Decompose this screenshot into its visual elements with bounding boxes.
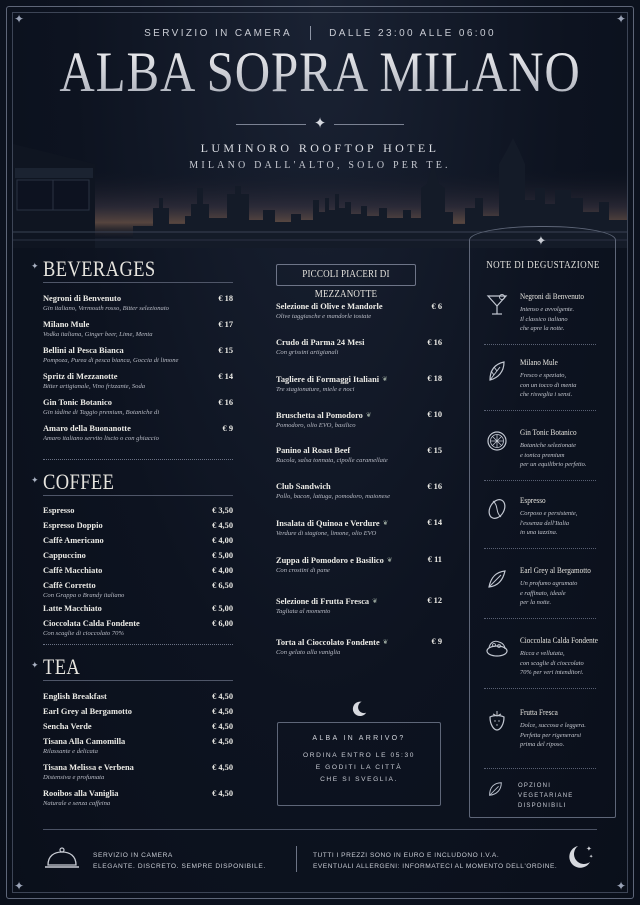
divider bbox=[484, 688, 596, 689]
item-price: € 6,00 bbox=[212, 619, 233, 628]
item-name-text: Crudo di Parma 24 Mesi bbox=[276, 338, 365, 347]
room-service-label: SERVIZIO IN CAMERA bbox=[144, 27, 293, 39]
vegetarian-leaf-icon: ❦ bbox=[386, 556, 393, 564]
item-price: € 16 bbox=[427, 338, 442, 347]
item-price: € 3,50 bbox=[212, 506, 233, 515]
item-description: Olive taggiasche e mandorle tostate bbox=[276, 313, 372, 320]
item-name bbox=[276, 446, 442, 456]
divider bbox=[484, 548, 596, 549]
divider bbox=[43, 282, 233, 283]
mint-leaf-icon bbox=[484, 358, 510, 384]
item-name bbox=[43, 581, 233, 591]
menu-item bbox=[276, 446, 442, 465]
item-name-text: Sencha Verde bbox=[43, 722, 92, 731]
menu-item bbox=[43, 692, 233, 702]
divider bbox=[484, 480, 596, 481]
star-ornament-icon: ✦ bbox=[31, 476, 39, 486]
strawberry-icon bbox=[484, 708, 510, 734]
item-description: Con gelato alla vaniglia bbox=[276, 649, 341, 656]
item-name-text: English Breakfast bbox=[43, 692, 107, 701]
citrus-slice-icon bbox=[484, 428, 510, 454]
moon-and-stars-icon bbox=[562, 842, 594, 872]
vegetarian-label: OPZIONI VEGETARIANE DISPONIBILI bbox=[518, 783, 574, 809]
menu-item bbox=[43, 372, 233, 391]
item-description: Rilassante e delicata bbox=[43, 748, 98, 755]
item-name bbox=[276, 518, 442, 529]
item-name-text: Milano Mule bbox=[43, 320, 90, 329]
item-price: € 15 bbox=[427, 446, 442, 455]
menu-item bbox=[43, 707, 233, 717]
early-order-box bbox=[277, 722, 441, 806]
item-name bbox=[276, 374, 442, 385]
item-price: € 16 bbox=[218, 398, 233, 407]
note-description: Botaniche selezionate e tonica premium per un equilibrio perfetto. bbox=[520, 442, 587, 468]
item-price: € 5,00 bbox=[212, 551, 233, 560]
item-name-text: Bruschetta al Pomodoro bbox=[276, 411, 363, 420]
divider bbox=[310, 26, 311, 40]
star-ornament-icon: ✦ bbox=[31, 262, 39, 272]
item-price: € 4,50 bbox=[212, 692, 233, 701]
item-name bbox=[43, 320, 233, 330]
note-description: Dolce, succosa e leggera. Perfetta per rigenerarsi prima del riposo. bbox=[520, 722, 586, 748]
item-description: Con crostini di pane bbox=[276, 567, 330, 574]
menu-item bbox=[43, 294, 233, 313]
coffee-heading: COFFEE bbox=[43, 469, 115, 494]
footer-service-title: SERVIZIO IN CAMERA bbox=[93, 852, 173, 859]
item-name bbox=[43, 294, 233, 304]
note-title: Cioccolata Calda Fondente bbox=[520, 636, 598, 645]
note-description: Fresco e speziato, con un tocco di menta che risveglia i sensi. bbox=[520, 372, 577, 398]
hours-label: DALLE 23:00 ALLE 06:00 bbox=[329, 27, 496, 39]
menu-item bbox=[43, 604, 233, 614]
menu-item bbox=[43, 763, 233, 782]
menu-item bbox=[43, 346, 233, 365]
note-title: Earl Grey al Bergamotto bbox=[520, 566, 591, 575]
arrival-text bbox=[278, 750, 440, 786]
item-price: € 4,00 bbox=[212, 536, 233, 545]
arrival-heading: ALBA IN ARRIVO? bbox=[312, 735, 406, 742]
note-title: Espresso bbox=[520, 496, 546, 505]
item-price: € 10 bbox=[427, 410, 442, 419]
item-name bbox=[276, 302, 442, 312]
menu-item bbox=[276, 374, 442, 394]
item-price: € 4,50 bbox=[212, 763, 233, 772]
item-name bbox=[43, 692, 233, 702]
item-description: Tre stagionature, miele e noci bbox=[276, 386, 355, 393]
note-title: Negroni di Benvenuto bbox=[520, 292, 584, 301]
item-description: Naturale e senza caffeina bbox=[43, 800, 111, 807]
vegetarian-leaf-icon: ❦ bbox=[382, 638, 389, 646]
item-name-text: Panino al Roast Beef bbox=[276, 446, 351, 455]
item-description: Distensiva e profumata bbox=[43, 774, 105, 781]
crescent-moon-icon bbox=[350, 700, 368, 718]
star-ornament-icon: ✦ bbox=[535, 233, 547, 248]
note-title: Milano Mule bbox=[520, 358, 558, 367]
item-name-text: Espresso Doppio bbox=[43, 521, 103, 530]
divider bbox=[43, 829, 597, 830]
item-description: Verdure di stagione, limone, olio EVO bbox=[276, 530, 377, 537]
item-price: € 9 bbox=[222, 424, 233, 433]
item-name-text: Cioccolata Calda Fondente bbox=[43, 619, 140, 628]
menu-item bbox=[43, 789, 233, 808]
corner-ornament-icon: ✦ bbox=[615, 879, 626, 893]
item-name bbox=[43, 722, 233, 732]
item-name bbox=[43, 536, 233, 546]
star-ornament-icon: ✦ bbox=[313, 116, 327, 132]
item-name bbox=[43, 424, 233, 434]
item-name-text: Insalata di Quinoa e Verdure bbox=[276, 519, 380, 528]
item-name-text: Club Sandwich bbox=[276, 482, 331, 491]
item-price: € 9 bbox=[431, 637, 442, 646]
item-name-text: Tisana Alla Camomilla bbox=[43, 737, 126, 746]
item-name-text: Amaro della Buonanotte bbox=[43, 424, 131, 433]
corner-ornament-icon: ✦ bbox=[14, 879, 25, 893]
item-price: € 4,50 bbox=[212, 722, 233, 731]
item-name bbox=[276, 637, 442, 648]
item-name bbox=[43, 789, 233, 799]
item-name bbox=[43, 398, 233, 408]
item-description: Vodka italiana, Ginger beer, Lime, Menta bbox=[43, 331, 153, 338]
item-description: Pompoza, Purea di pesca bianca, Goccia di limone bbox=[43, 357, 179, 364]
item-name bbox=[43, 707, 233, 717]
beverages-heading: BEVERAGES bbox=[43, 256, 156, 281]
item-name bbox=[43, 619, 233, 629]
item-name bbox=[276, 555, 442, 566]
menu-item bbox=[43, 536, 233, 546]
vegetarian-leaf-icon: ❦ bbox=[365, 411, 372, 419]
divider bbox=[43, 644, 233, 645]
item-price: € 4,00 bbox=[212, 566, 233, 575]
item-name bbox=[43, 372, 233, 382]
leaf-icon bbox=[486, 780, 504, 798]
menu-item bbox=[276, 482, 442, 501]
item-price: € 4,50 bbox=[212, 737, 233, 746]
item-name-text: Zuppa di Pomodoro e Basilico bbox=[276, 556, 384, 565]
note-description: Un profumo agrumato e raffinato, ideale per la notte. bbox=[520, 580, 578, 606]
arrival-line: ORDINA ENTRO LE 05:30 bbox=[302, 752, 416, 759]
divider bbox=[484, 410, 596, 411]
item-name-text: Caffè Americano bbox=[43, 536, 104, 545]
note-description: Ricca e vellutata, con scaglie di cioccolato 70% per veri intenditori. bbox=[520, 650, 584, 676]
item-price: € 18 bbox=[427, 374, 442, 383]
item-name bbox=[43, 551, 233, 561]
tasting-notes-heading: NOTE DI DEGUSTAZIONE bbox=[485, 260, 600, 271]
item-description: Rucola, salsa tonnata, cipolle caramellate bbox=[276, 457, 388, 464]
footer-info-text bbox=[313, 850, 557, 872]
item-price: € 11 bbox=[427, 555, 442, 564]
item-name bbox=[43, 521, 233, 531]
item-name-text: Gin Tonic Botanico bbox=[43, 398, 112, 407]
item-name bbox=[43, 566, 233, 576]
item-name bbox=[43, 604, 233, 614]
item-description: Con scaglie di cioccolato 70% bbox=[43, 630, 124, 637]
chocolate-icon bbox=[484, 636, 510, 662]
item-name bbox=[276, 338, 442, 348]
note-title: Frutta Fresca bbox=[520, 708, 558, 717]
coffee-bean-icon bbox=[484, 496, 510, 522]
menu-item bbox=[43, 722, 233, 732]
allergen-note: EVENTUALI ALLERGENI: INFORMATECI AL MOMENTO DELL'ORDINE. bbox=[313, 863, 558, 870]
item-name-text: Earl Grey al Bergamotto bbox=[43, 707, 132, 716]
menu-item bbox=[276, 518, 442, 538]
item-description: Con grissini artigianali bbox=[276, 349, 339, 356]
divider bbox=[484, 618, 596, 619]
divider bbox=[484, 344, 596, 345]
svg-text:✦: ✦ bbox=[589, 854, 594, 860]
item-description: Pomodoro, olio EVO, basilico bbox=[276, 422, 356, 429]
note-description: Intenso e avvolgente. Il classico italiano che apre la notte. bbox=[520, 306, 575, 332]
menu-item bbox=[276, 637, 442, 657]
item-price: € 14 bbox=[218, 372, 233, 381]
item-name-text: Caffè Macchiato bbox=[43, 566, 103, 575]
item-name-text: Latte Macchiato bbox=[43, 604, 102, 613]
menu-item bbox=[43, 619, 233, 638]
vegetarian-leaf-icon: ❦ bbox=[382, 519, 389, 527]
item-name-text: Selezione di Olive e Mandorle bbox=[276, 302, 383, 311]
menu-item bbox=[43, 737, 233, 756]
item-name-text: Tisana Melissa e Verbena bbox=[43, 763, 134, 772]
tagline: MILANO DALL'ALTO, SOLO PER TE. bbox=[189, 160, 451, 171]
price-note: TUTTI I PREZZI SONO IN EURO E INCLUDONO I.V.A. bbox=[313, 852, 500, 859]
item-name-text: Cappuccino bbox=[43, 551, 86, 560]
item-name bbox=[43, 346, 233, 356]
item-name-text: Selezione di Frutta Fresca bbox=[276, 597, 370, 606]
item-price: € 18 bbox=[218, 294, 233, 303]
item-name-text: Espresso bbox=[43, 506, 75, 515]
item-description: Pollo, bacon, lattuga, pomodoro, maionese bbox=[276, 493, 391, 500]
item-price: € 4,50 bbox=[212, 707, 233, 716]
item-price: € 4,50 bbox=[212, 521, 233, 530]
menu-item bbox=[43, 581, 233, 600]
item-price: € 15 bbox=[218, 346, 233, 355]
item-name bbox=[276, 596, 442, 607]
room-service-cloche-icon bbox=[44, 845, 80, 871]
vegetarian-leaf-icon: ❦ bbox=[372, 597, 378, 605]
arrival-line: E GODITI LA CITTÀ bbox=[315, 764, 403, 771]
corner-ornament-icon: ✦ bbox=[14, 12, 25, 26]
menu-item bbox=[43, 320, 233, 339]
divider bbox=[43, 459, 233, 460]
menu-item bbox=[43, 551, 233, 561]
menu-item bbox=[276, 596, 442, 616]
menu-item bbox=[43, 566, 233, 576]
item-price: € 14 bbox=[427, 518, 442, 527]
item-name-text: Rooibos alla Vaniglia bbox=[43, 789, 119, 798]
tea-leaf-icon bbox=[484, 566, 510, 592]
divider bbox=[296, 846, 297, 872]
page-title: ALBA SOPRA MILANO bbox=[45, 44, 595, 101]
item-price: € 6 bbox=[431, 302, 442, 311]
item-price: € 12 bbox=[427, 596, 442, 605]
item-description: Gin italiano, Vermouth rosso, Bitter selezionato bbox=[43, 305, 169, 312]
divider bbox=[236, 124, 306, 125]
footer-service-slogan: ELEGANTE. DISCRETO. SEMPRE DISPONIBILE. bbox=[93, 863, 266, 870]
item-price: € 16 bbox=[427, 482, 442, 491]
menu-item bbox=[276, 302, 442, 321]
item-price: € 5,00 bbox=[212, 604, 233, 613]
menu-item bbox=[276, 338, 442, 357]
vegetarian-leaf-icon: ❦ bbox=[382, 375, 388, 383]
divider bbox=[334, 124, 404, 125]
item-name bbox=[43, 737, 233, 747]
item-name bbox=[43, 763, 233, 773]
item-name-text: Negroni di Benvenuto bbox=[43, 294, 122, 303]
menu-item bbox=[43, 424, 233, 443]
item-price: € 17 bbox=[218, 320, 233, 329]
footer-service-text bbox=[93, 850, 266, 872]
divider bbox=[43, 495, 233, 496]
svg-text:✦: ✦ bbox=[586, 845, 592, 853]
item-description: Con Grappa o Brandy italiano bbox=[43, 592, 125, 599]
menu-item bbox=[276, 410, 442, 430]
item-name-text: Bellini al Pesca Bianca bbox=[43, 346, 124, 355]
menu-item bbox=[276, 555, 442, 575]
item-name-text: Caffè Corretto bbox=[43, 581, 96, 590]
hotel-name: LUMINORO ROOFTOP HOTEL bbox=[200, 141, 440, 155]
item-description: Amaro italiano servito liscio o con ghiaccio bbox=[43, 435, 159, 442]
item-price: € 4,50 bbox=[212, 789, 233, 798]
item-price: € 6,50 bbox=[212, 581, 233, 590]
item-description: Tagliata al momento bbox=[276, 608, 331, 615]
menu-item bbox=[43, 521, 233, 531]
snacks-heading: PICCOLI PIACERI DI MEZZANOTTE bbox=[276, 264, 416, 286]
menu-item bbox=[43, 506, 233, 516]
note-description: Corposo e persistente, l'essenza dell'Italia in una tazzina. bbox=[520, 510, 578, 536]
item-name-text: Spritz di Mezzanotte bbox=[43, 372, 118, 381]
item-name bbox=[276, 410, 442, 421]
tea-heading: TEA bbox=[43, 654, 81, 679]
arrival-line: CHE SI SVEGLIA. bbox=[320, 776, 398, 783]
item-name bbox=[43, 506, 233, 516]
item-name-text: Torta al Cioccolato Fondente bbox=[276, 638, 380, 647]
item-description: Gin tàdine di Taggio premium, Botaniche di bbox=[43, 409, 160, 416]
note-title: Gin Tonic Botanico bbox=[520, 428, 577, 437]
cocktail-glass-icon bbox=[484, 292, 510, 318]
divider bbox=[43, 680, 233, 681]
star-ornament-icon: ✦ bbox=[31, 661, 39, 671]
item-description: Bitter artigianale, Vino frizzante, Soda bbox=[43, 383, 146, 390]
item-name bbox=[276, 482, 442, 492]
divider bbox=[484, 768, 596, 769]
item-name-text: Tagliere di Formaggi Italiani bbox=[276, 375, 380, 384]
service-hours-bar bbox=[0, 26, 640, 40]
corner-ornament-icon: ✦ bbox=[615, 12, 626, 26]
menu-item bbox=[43, 398, 233, 417]
